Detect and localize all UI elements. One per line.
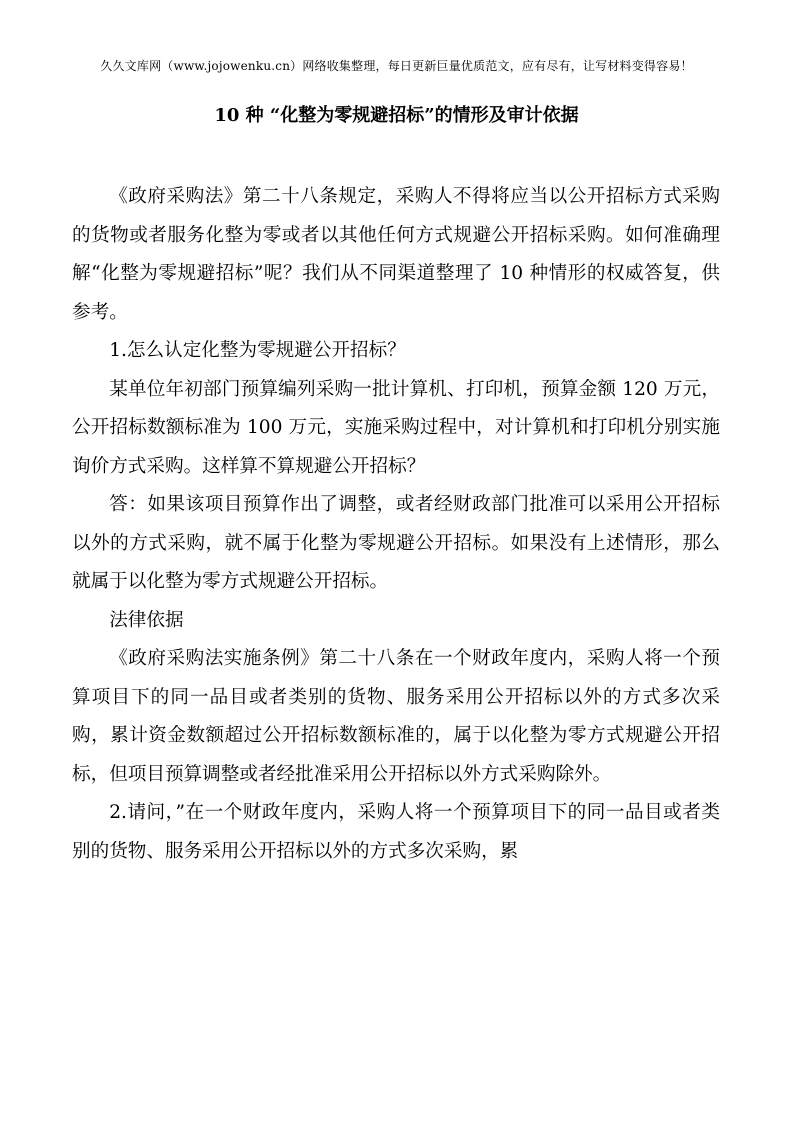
paragraph-legal-basis-heading: 法律依据 [109, 609, 184, 631]
paragraph-question-1: 1.怎么认定化整为零规避公开招标？ [109, 340, 406, 361]
header-note: 久久文库网（www.jojowenku.cn）网络收集整理，每日更新巨量优质范文，应有尽有，让写材料变得容易！ [100, 59, 693, 73]
paragraph-legal-basis: 《政府采购法实施条例》第二十八条在一个财政年度内，采购人将一个预算项目下的同一品目或者类别的货物、服务采用公开招标以外的方式多次采购，累计资金数额超过公开招标数额标准的，属于以化整为零方式规避公开招标，但项目预算调整或者经批准采用公开招标以外方式采购除外。 [72, 648, 720, 785]
document-body [72, 178, 720, 871]
paragraph-question-2: 2.请问，”在一个财政年度内，采购人将一个预算项目下的同一品目或者类别的货物、服务采用公开招标以外的方式多次采购，累 [72, 802, 720, 862]
paragraph-answer-1: 答：如果该项目预算作出了调整，或者经财政部门批准可以采用公开招标以外的方式采购，就不属于化整为零规避公开招标。如果没有上述情形，那么就属于以化整为零方式规避公开招标。 [72, 494, 720, 592]
paragraph-case-1: 某单位年初部门预算编列采购一批计算机、打印机，预算金额 120 万元，公开招标数额标准为 100 万元，实施采购过程中，对计算机和打印机分别实施询价方式采购。这样算不算规避公开招标？ [72, 378, 720, 477]
document-title: 10 种 “化整为零规避招标”的情形及审计依据 [214, 105, 579, 126]
paragraph-intro: 《政府采购法》第二十八条规定，采购人不得将应当以公开招标方式采购的货物或者服务化整为零或者以其他任何方式规避公开招标采购。如何准确理解“化整为零规避招标”呢？我们从不同渠道整理了 10 种情形的权威答复，供参考。 [72, 186, 720, 323]
